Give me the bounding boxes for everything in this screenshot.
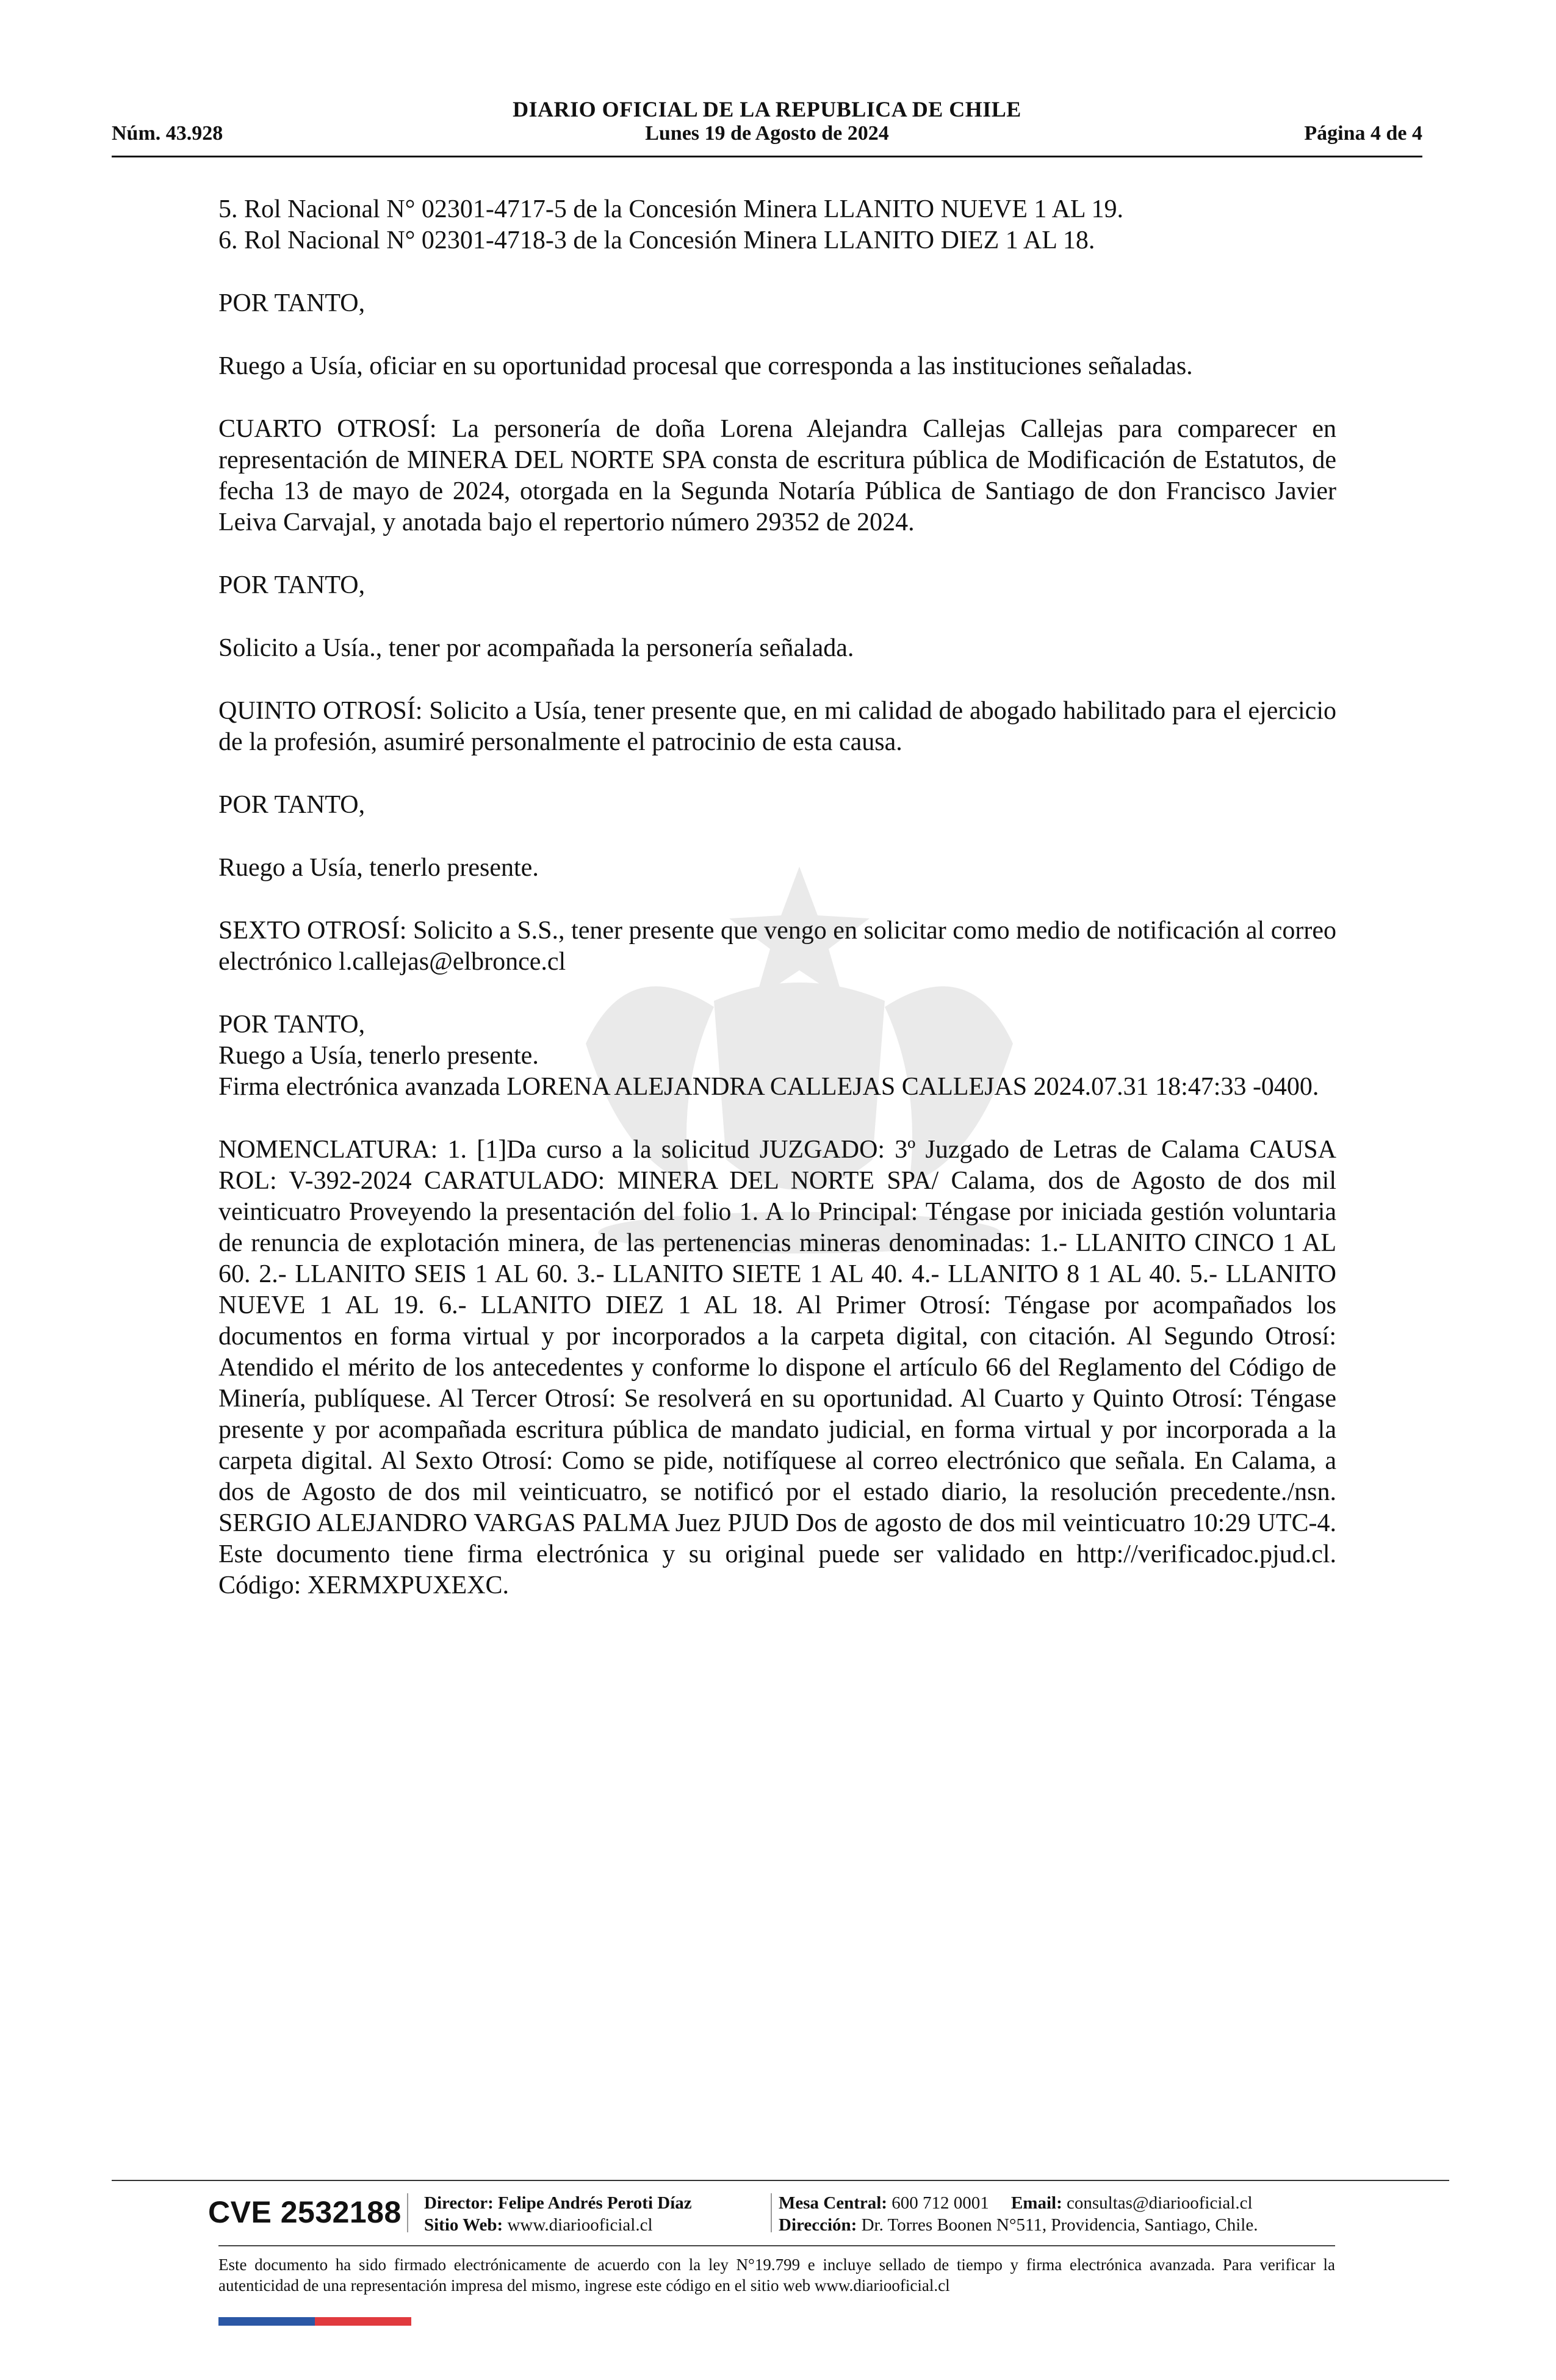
address-value: Dr. Torres Boonen N°511, Providencia, Santiago, Chile. bbox=[861, 2215, 1258, 2235]
footer-divider bbox=[218, 2245, 1335, 2246]
paragraph-quinto-otrosi: QUINTO OTROSÍ: Solicito a Usía, tener presente que, en mi calidad de abogado habilitado para el ejercicio de la profesión, asumiré personalmente el patrocinio de esta causa. bbox=[218, 697, 1336, 756]
rol-item-6: 6. Rol Nacional N° 02301-4718-3 de la Concesión Minera LLANITO DIEZ 1 AL 18. bbox=[218, 226, 1095, 254]
paragraph-tenerlo-presente: Ruego a Usía, tenerlo presente. bbox=[218, 854, 539, 882]
page-header bbox=[112, 96, 1422, 164]
issue-number: Núm. 43.928 bbox=[112, 122, 223, 145]
paragraph-nomenclatura: NOMENCLATURA: 1. [1]Da curso a la solicitud JUZGADO: 3º Juzgado de Letras de Calama CAUSA ROL: V-392-2024 CARATULADO: MINERA DEL NORTE SPA/ Calama, dos de Agosto de dos mil veinticuatro Proveyendo la presentación del folio 1. A lo Principal: Téngase por iniciada gestión voluntaria de renuncia de explotación minera, de las pertenencias mineras denominadas: 1.- LLANITO CINCO 1 AL 60. 2.- LLANITO SEIS 1 AL 60. 3.- LLANITO SIETE 1 AL 40. 4.- LLANITO 8 1 AL 40. 5.- LLANITO NUEVE 1 AL 19. 6.- LLANITO DIEZ 1 AL 18. Al Primer Otrosí: Téngase por acompañados los documentos en forma virtual y por incorporados a la carpeta digital, con citación. Al Segundo Otrosí: Atendido el mérito de los antecedentes y conforme lo dispone el artículo 66 del Reglamento del Código de Minería, publíquese. Al Tercer Otrosí: Se resolverá en su oportunidad. Al Cuarto y Quinto Otrosí: Téngase presente y por acompañada escritura pública de mandato judicial, en forma virtual y por incorporada a la carpeta digital. Al Sexto Otrosí: Como se pide, notifíquese al correo electrónico que señala. En Calama, a dos de Agosto de dos mil veinticuatro, se notificó por el estado diario, la resolución precedente./nsn. SERGIO ALEJANDRO VARGAS PALMA Juez PJUD Dos de agosto de dos mil veinticuatro 10:29 UTC-4. Este documento tiene firma electrónica y su original puede ser validado en http://verificadoc.pjud.cl. Código: XERMXPUXEXC. bbox=[218, 1136, 1336, 1599]
website-link[interactable]: www.diariooficial.cl bbox=[507, 2215, 653, 2235]
footer-contact-block bbox=[779, 2192, 1258, 2236]
flag-red-segment bbox=[315, 2317, 411, 2326]
por-tanto-3: POR TANTO, bbox=[218, 791, 366, 819]
mesa-central-phone: 600 712 0001 bbox=[891, 2193, 989, 2213]
paragraph-cuarto-otrosi: CUARTO OTROSÍ: La personería de doña Lorena Alejandra Callejas Callejas para comparecer en representación de MINERA DEL NORTE SPA consta de escritura pública de Modificación de Estatutos, de fecha 13 de mayo de 2024, otorgada en la Segunda Notaría Pública de Santiago de don Francisco Javier Leiva Carvajal, y anotada bajo el repertorio número 29352 de 2024. bbox=[218, 415, 1336, 536]
chile-flag-stripe bbox=[218, 2317, 411, 2326]
por-tanto-2: POR TANTO, bbox=[218, 571, 366, 599]
paragraph-sexto-otrosi: SEXTO OTROSÍ: Solicito a S.S., tener presente que vengo en solicitar como medio de notificación al correo electrónico l.callejas@elbronce.cl bbox=[218, 917, 1336, 976]
header-divider bbox=[112, 156, 1422, 157]
por-tanto-4: POR TANTO, bbox=[218, 1011, 366, 1039]
document-body bbox=[218, 194, 1336, 1633]
electronic-signature: Firma electrónica avanzada LORENA ALEJANDRA CALLEJAS CALLEJAS 2024.07.31 18:47:33 -0400. bbox=[218, 1073, 1319, 1101]
paragraph-personeria: Solicito a Usía., tener por acompañada la personería señalada. bbox=[218, 634, 854, 662]
flag-blue-segment bbox=[218, 2317, 315, 2326]
director-name: Felipe Andrés Peroti Díaz bbox=[498, 2193, 692, 2213]
paragraph-ruego: Ruego a Usía, tenerlo presente. bbox=[218, 1042, 539, 1070]
footer-director-block bbox=[424, 2192, 692, 2236]
email-link[interactable]: consultas@diariooficial.cl bbox=[1067, 2193, 1253, 2213]
footer-separator bbox=[407, 2193, 408, 2232]
issue-date: Lunes 19 de Agosto de 2024 bbox=[645, 122, 889, 145]
rol-item-5: 5. Rol Nacional N° 02301-4717-5 de la Concesión Minera LLANITO NUEVE 1 AL 19. bbox=[218, 195, 1124, 223]
website-label: Sitio Web: bbox=[424, 2215, 503, 2235]
rol-list bbox=[218, 194, 1336, 256]
address-label: Dirección: bbox=[779, 2215, 857, 2235]
footer-divider bbox=[112, 2180, 1449, 2181]
director-label: Director: bbox=[424, 2193, 494, 2213]
mesa-central-label: Mesa Central: bbox=[779, 2193, 887, 2213]
legal-notice: Este documento ha sido firmado electrónicamente de acuerdo con la ley N°19.799 e incluye sellado de tiempo y firma electrónica avanzada. Para verificar la autenticidad de una representación impresa del mismo, ingrese este código en el sitio web www.diariooficial.cl bbox=[218, 2256, 1335, 2295]
footer-separator bbox=[771, 2193, 772, 2232]
email-label: Email: bbox=[1010, 2193, 1062, 2213]
por-tanto-1: POR TANTO, bbox=[218, 289, 366, 317]
page-number: Página 4 de 4 bbox=[1304, 122, 1422, 145]
paragraph-oficiar: Ruego a Usía, oficiar en su oportunidad procesal que corresponda a las instituciones señaladas. bbox=[218, 352, 1193, 380]
publication-title: DIARIO OFICIAL DE LA REPUBLICA DE CHILE bbox=[513, 97, 1021, 121]
cve-code: CVE 2532188 bbox=[208, 2195, 402, 2229]
